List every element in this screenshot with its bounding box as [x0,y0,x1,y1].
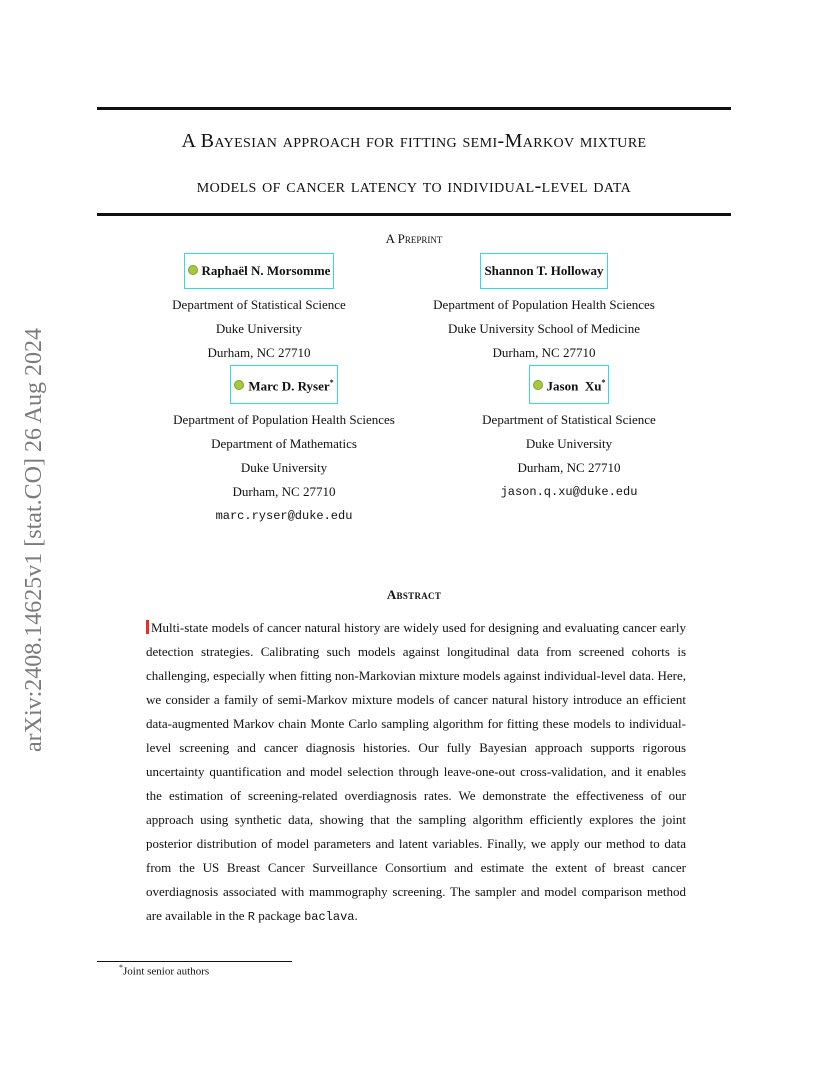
annotation-marker [146,620,149,634]
affiliation-line: Duke University School of Medicine [447,321,641,336]
orcid-icon[interactable] [234,380,244,390]
author-name-link[interactable]: Shannon T. Holloway [480,253,607,289]
arxiv-identifier: arXiv:2408.14625v1 [stat.CO] 26 Aug 2024 [21,328,47,752]
author-name-link[interactable]: Raphaël N. Morsomme [184,253,335,289]
paper-title-line-2: models of cancer latency to individual-level data [196,175,632,197]
orcid-icon[interactable] [533,380,543,390]
affiliation-line: Department of Population Health Sciences [433,297,655,312]
footnote-mark: * [119,963,123,972]
abstract-line: Multi-state models of cancer natural history are widely used for designing and evaluating cancer [151,620,657,635]
title-rule-top [97,107,731,110]
language-name: R [247,910,255,924]
author-block-holloway [404,253,684,365]
abstract-line: early detection strategies. Calibrating such models against longitudinal data from screened cohorts [146,620,686,659]
abstract-line: overdiagnosis associated with mammography screening. The sampler and model comparison method [146,884,686,899]
abstract-line: efficient data-augmented Markov chain Monte Carlo sampling algorithm for fitting these models [146,692,687,731]
affiliation-line: Department of Population Health Sciences [173,412,395,428]
author-block-morsomme [119,253,399,365]
footnote-mark: * [329,378,334,387]
paper-title-line-1: A Bayesian approach for fitting semi-Markov mixture [181,130,647,152]
affiliation-line: Department of Statistical Science [172,297,346,312]
affiliation-line: Durham, NC 27710 [517,460,621,476]
footnote-mark: * [601,378,606,387]
title-rule-bottom [97,213,731,216]
abstract-heading: Abstract [386,587,442,602]
affiliation-line: Duke University [215,321,303,336]
preprint-label: A Preprint [385,231,443,246]
abstract-line: Here, we consider a family of semi-Markov mixture models of cancer natural history introduce an [146,668,686,707]
abstract-line: joint posterior distribution of model parameters and latent variables. Finally, we apply our method to [146,812,686,851]
footnote-rule [97,961,292,962]
abstract-line: of our approach using synthetic data, showing that the sampling algorithm efficiently explores the [146,788,686,827]
author-email[interactable]: jason.q.xu@duke.edu [500,485,638,500]
author-email[interactable]: marc.ryser@duke.edu [215,509,353,524]
abstract-line: is challenging, especially when fitting non-Markovian mixture models against individual-level data. [146,644,687,683]
author-block-ryser [134,365,434,528]
affiliation-line: Durham, NC 27710 [492,345,596,360]
affiliation-line: Duke University [240,460,328,476]
package-name: baclava [304,910,355,924]
abstract-body [146,616,686,929]
abstract-line: rigorous uncertainty quantification and model selection through leave-one-out cross-validation, and it [146,740,687,779]
abstract-line: to individual-level screening and cancer diagnosis histories. Our fully Bayesian approach supports [146,716,686,755]
author-block-xu [429,365,709,504]
affiliation-line: Durham, NC 27710 [232,484,336,500]
abstract-line: data from the US Breast Cancer Surveillance Consortium and estimate the extent of breast cancer [146,836,686,875]
abstract-last-line: are available in the R package baclava. [146,908,358,924]
author-name-link[interactable]: Jason Xu* [529,365,610,404]
affiliation-line: Department of Statistical Science [482,412,656,428]
abstract-line: enables the estimation of screening-related overdiagnosis rates. We demonstrate the effectiveness [146,764,686,803]
orcid-icon[interactable] [188,265,198,275]
author-name-link[interactable]: Marc D. Ryser* [230,365,337,404]
affiliation-line: Duke University [525,436,613,452]
affiliation-line: Department of Mathematics [211,436,357,452]
affiliation-line: Durham, NC 27710 [207,345,311,360]
footnote: *Joint senior authors [119,963,210,978]
